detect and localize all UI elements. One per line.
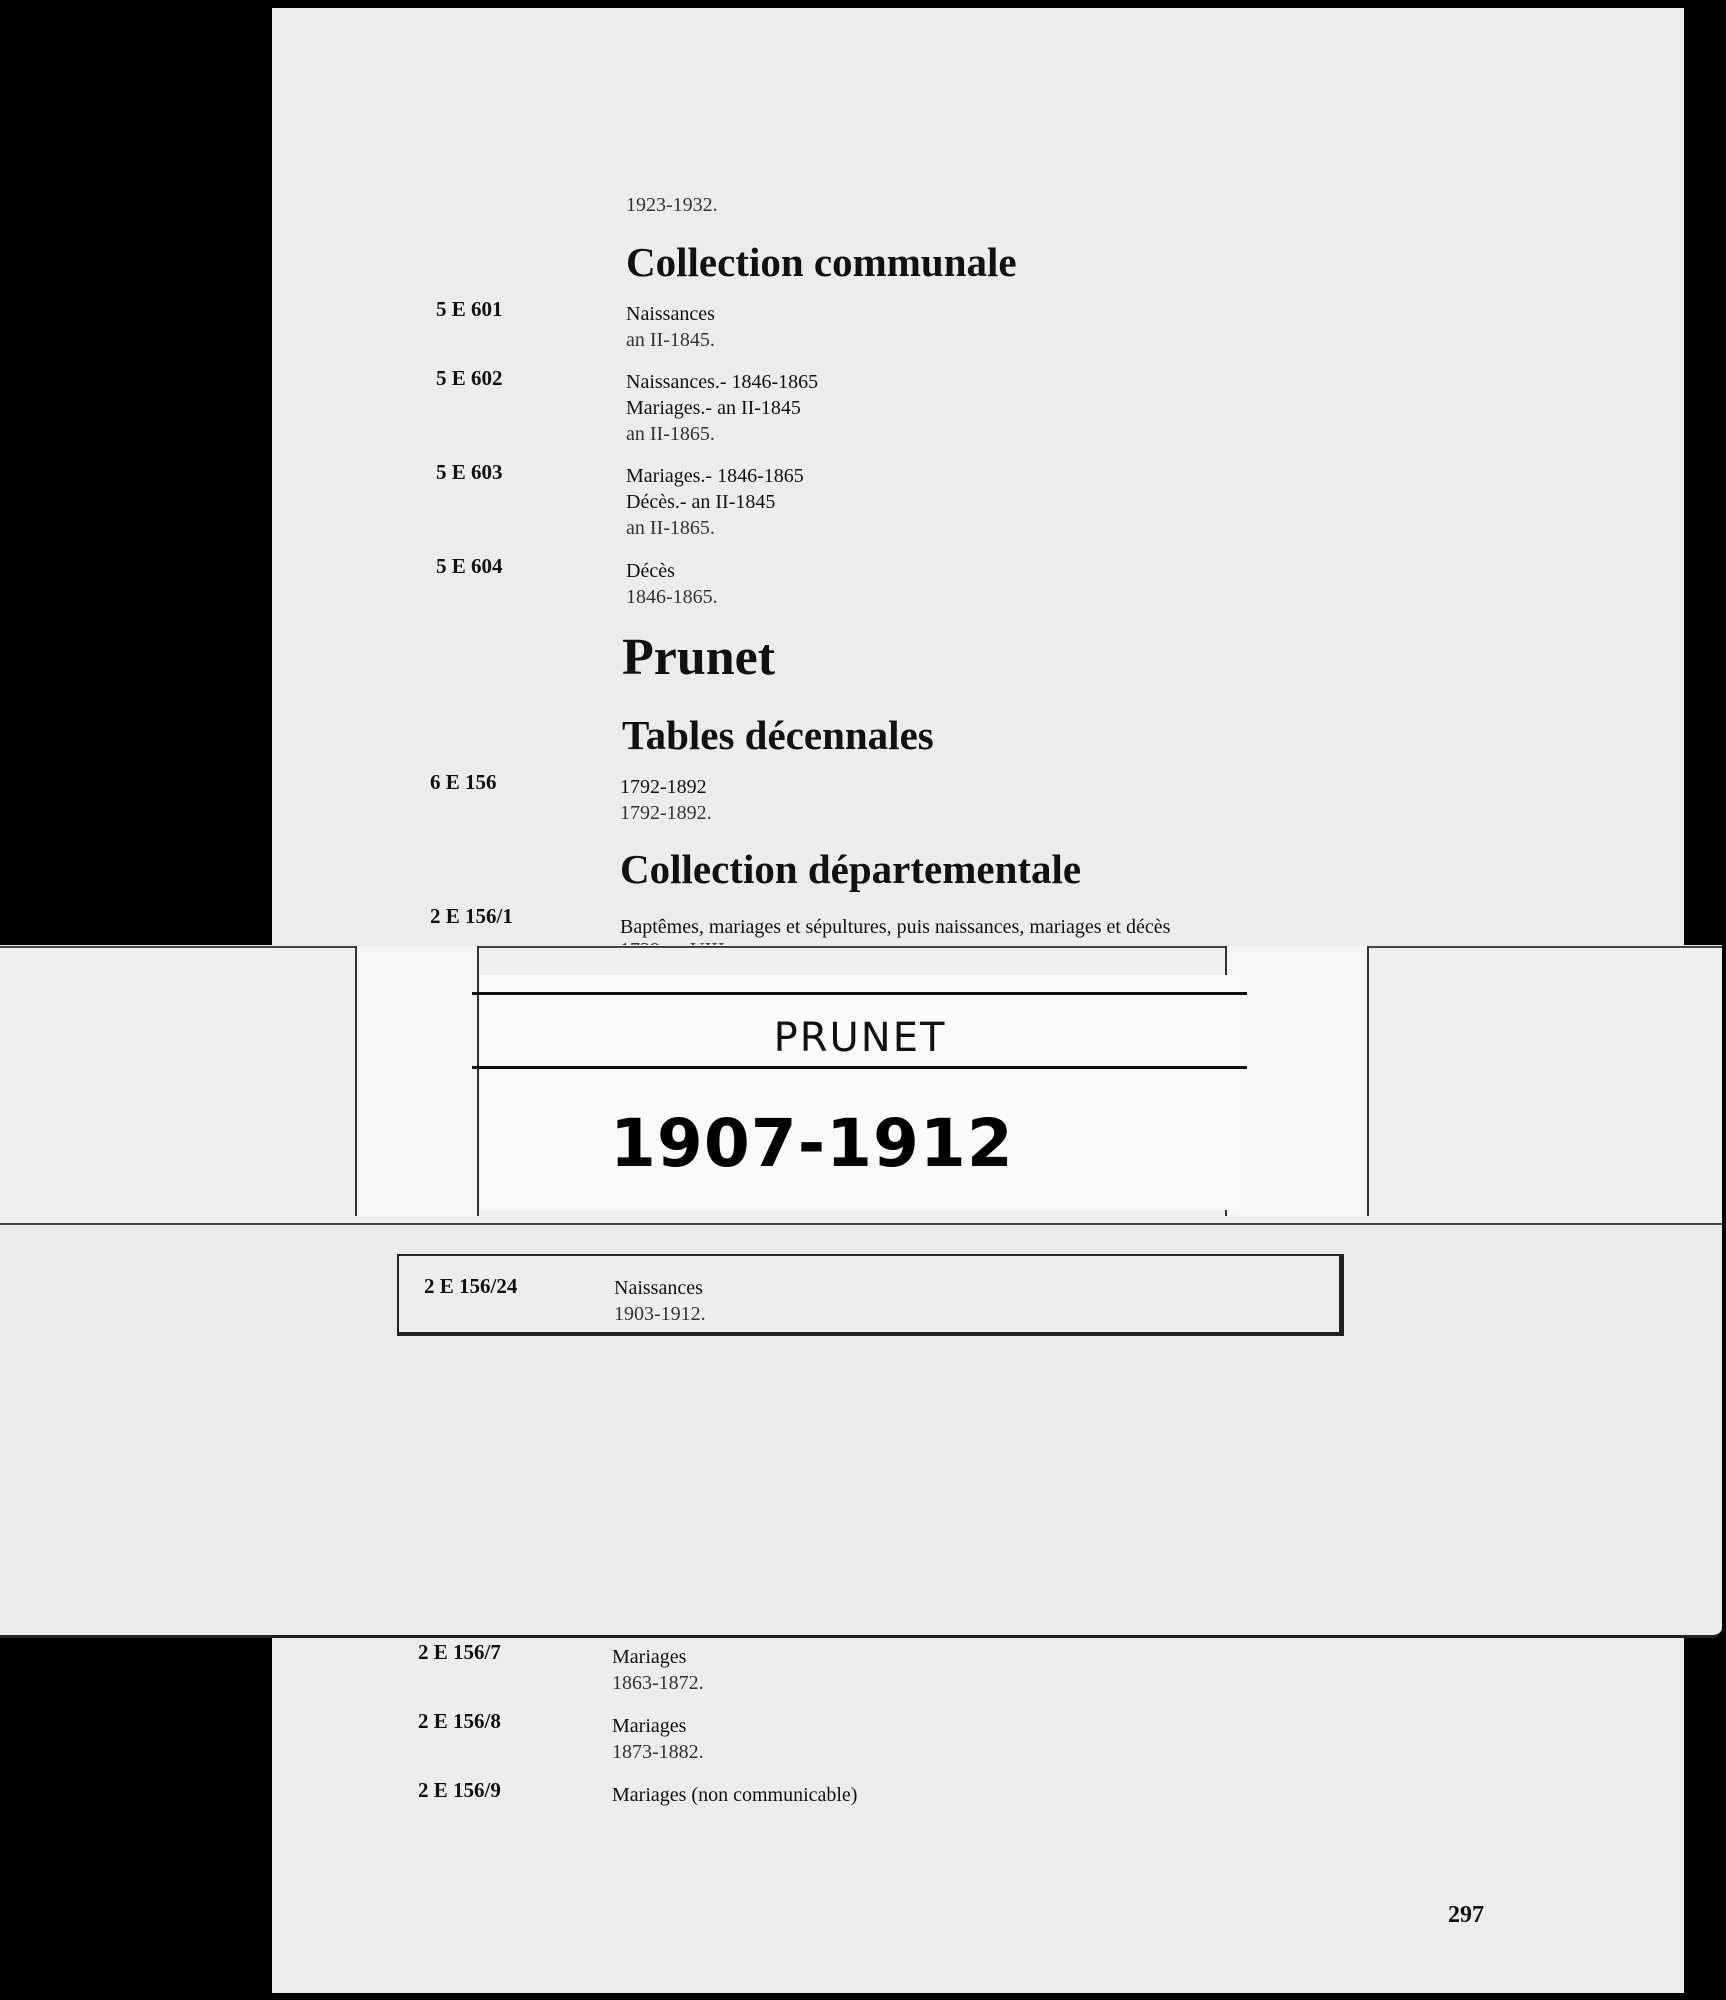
entry-code: 2 E 156/24 [424,1274,518,1298]
entry-line: Mariages (non communicable) [612,1784,858,1806]
entry-line: Mariages [612,1715,687,1737]
heading-collection-departementale: Collection départementale [620,846,1082,892]
entry-line: an II-1865. [626,423,715,445]
entry-line: Mariages [612,1646,687,1668]
entry-line: Décès [626,560,675,582]
entry-line: 1792-1892 [620,776,707,798]
entry-line: Naissances [626,303,715,325]
entry-code: 2 E 156/8 [418,1709,501,1733]
entry-line: Naissances.- 1846-1865 [626,371,819,393]
entry-code: 5 E 604 [436,554,503,578]
page-number: 297 [1448,1902,1484,1928]
boxed-entry-card [397,1254,1344,1336]
label-middle-rule [472,1066,1247,1069]
entry-line: an II-1845. [626,329,715,351]
entry-code: 2 E 156/7 [418,1640,501,1664]
entry-line: Mariages.- 1846-1865 [626,465,804,487]
entry-line: 1863-1872. [612,1672,704,1694]
heading-collection-communale: Collection communale [626,239,1017,285]
entry-code: 2 E 156/1 [430,904,513,928]
overlay-town-name: PRUNET [773,1015,947,1061]
commune-title: Prunet [622,629,776,686]
top-fragment: 1923-1932. [626,194,718,216]
entry-line: Décès.- an II-1845 [626,491,776,513]
label-top-rule [472,992,1247,995]
heading-tables-decennales: Tables décennales [622,712,934,758]
entry-line: 1792-1892. [620,802,712,824]
entry-code: 5 E 603 [436,460,503,484]
entry-line: an II-1865. [626,517,715,539]
entry-code: 5 E 601 [436,297,503,321]
entry-line: Mariages.- an II-1845 [626,397,801,419]
entry-line: 1873-1882. [612,1741,704,1763]
entry-line: Baptêmes, mariages et sépultures, puis naissances, mariages et décès [620,916,1171,938]
entry-code: 2 E 156/9 [418,1778,501,1802]
overlay-years: 1907-1912 [610,1105,1014,1182]
entry-code: 5 E 602 [436,366,503,390]
band-fold-left [355,946,479,1216]
band-fold-right [1225,946,1369,1216]
entry-line: Naissances [614,1277,703,1299]
entry-code: 6 E 156 [430,770,497,794]
entry-line: 1846-1865. [626,586,718,608]
entry-line: 1903-1912. [614,1303,706,1325]
